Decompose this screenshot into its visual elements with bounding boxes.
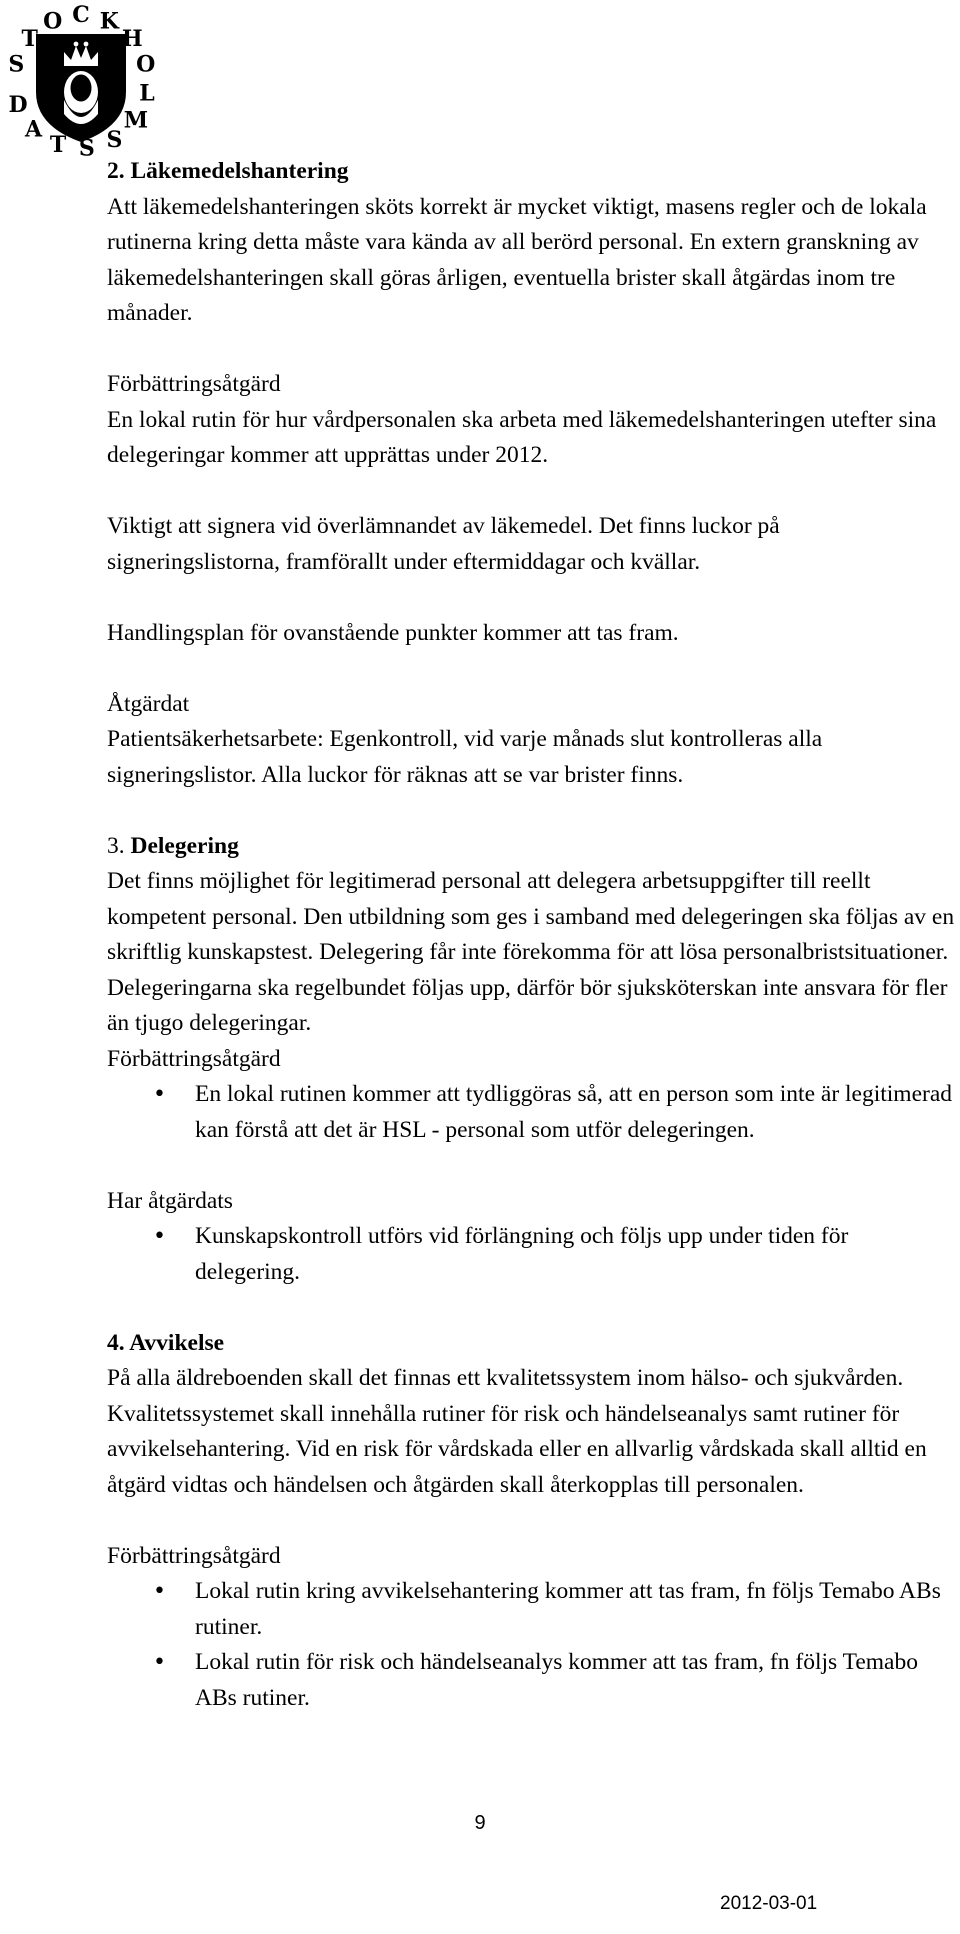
delegering-done-title: Har åtgärdats — [107, 1187, 233, 1214]
delegering-intro: Det finns möjlighet för legitimerad personal att delegera arbetsuppgifter till reellt kompetent personal. Den utbildning som ges i samband med delegeringen ska följas av en skriftlig kunskapstest. Delegering får inte förekomma för att lösa personalbristsituationer. Delegeringarna ska regelbundet följas upp, därför bör sjuksköterskan inte ansvara för fler än tjugo delegeringar. — [107, 868, 955, 1036]
logo-letter: S — [106, 127, 123, 153]
logo-letter: T — [49, 132, 67, 158]
page-number: 9 — [474, 1812, 486, 1834]
list-item: • En lokal rutinen kommer att tydliggöras så, att en person som inte är legitimerad kan förstå att det är HSL - personal som utför delegeringen. — [107, 1077, 957, 1148]
delegering-improvement-list — [107, 1077, 957, 1148]
avvikelse-intro: På alla äldreboenden skall det finnas ett kvalitetssystem inom hälso- och sjukvården. Kvalitetssystemet skall innehålla rutiner för risk och händelseanalys samt rutiner för avvikelsehantering. Vid en risk för vårdskada eller en allvarlig vårdskada skall alltid en åtgärd vidtas och händelsen och åtgärden skall återkopplas till personalen. — [107, 1365, 927, 1498]
logo-letter: C — [72, 2, 90, 28]
lakemedel-note-signing: Viktigt att signera vid överlämnandet av läkemedel. Det finns luckor på signeringslistorna, framförallt under eftermiddagar och kvällar. — [107, 513, 780, 575]
lakemedel-done-title: Åtgärdat — [107, 690, 190, 717]
logo-letter: L — [139, 80, 155, 107]
lakemedel-improvement-text: En lokal rutin för hur vårdpersonalen ska arbeta med läkemedelshanteringen utefter sina delegeringar kommer att upprättas under 2012. — [107, 406, 937, 468]
delegering-done-list — [107, 1219, 957, 1290]
logo-letter: A — [25, 116, 43, 143]
list-item: • Lokal rutin kring avvikelsehantering kommer att tas fram, fn följs Temabo ABs rutiner. — [107, 1574, 957, 1645]
logo-letter: O — [136, 51, 156, 78]
section-heading-delegering — [107, 829, 957, 865]
logo-letter: K — [99, 8, 119, 35]
lakemedel-improvement-title: Förbättringsåtgärd — [107, 371, 281, 397]
section-title: Delegering — [130, 832, 239, 859]
list-item: • Lokal rutin för risk och händelseanalys kommer att tas fram, fn följs Temabo ABs rutiner. — [107, 1645, 957, 1716]
lakemedel-note-plan: Handlingsplan för ovanstående punkter kommer att tas fram. — [107, 619, 679, 646]
stockholms-stad-logo — [0, 0, 160, 160]
section-heading-avvikelse: 4. Avvikelse — [107, 1329, 225, 1356]
section-number: 3. — [107, 832, 125, 859]
document-body — [107, 154, 957, 1716]
logo-letter: T — [21, 25, 38, 52]
logo-letter: M — [123, 107, 149, 134]
logo-letter: O — [43, 8, 63, 35]
logo-letter: H — [121, 25, 143, 52]
document-date: 2012-03-01 — [720, 1893, 818, 1914]
section-heading-lakemedel: 2. Läkemedelshantering — [107, 158, 349, 184]
logo-letter: S — [8, 51, 25, 78]
logo-letter: S — [78, 135, 95, 160]
lakemedel-intro: Att läkemedelshanteringen sköts korrekt är mycket viktigt, masens regler och de lokala rutinerna kring detta måste vara kända av all berörd personal. En extern granskning av läkemedelshanteringen skall göras årligen, eventuella brister skall åtgärdas inom tre månader. — [107, 193, 927, 326]
logo-letter: D — [8, 91, 28, 118]
avvikelse-improvement-list — [107, 1574, 957, 1716]
delegering-improvement-title: Förbättringsåtgärd — [107, 1045, 281, 1072]
list-item: • Kunskapskontroll utförs vid förlängning och följs upp under tiden för delegering. — [107, 1219, 957, 1290]
lakemedel-done-text: Patientsäkerhetsarbete: Egenkontroll, vid varje månads slut kontrolleras alla signeringslistor. Alla luckor för räknas att se var brister finns. — [107, 726, 823, 788]
avvikelse-improvement-title: Förbättringsåtgärd — [107, 1542, 281, 1569]
